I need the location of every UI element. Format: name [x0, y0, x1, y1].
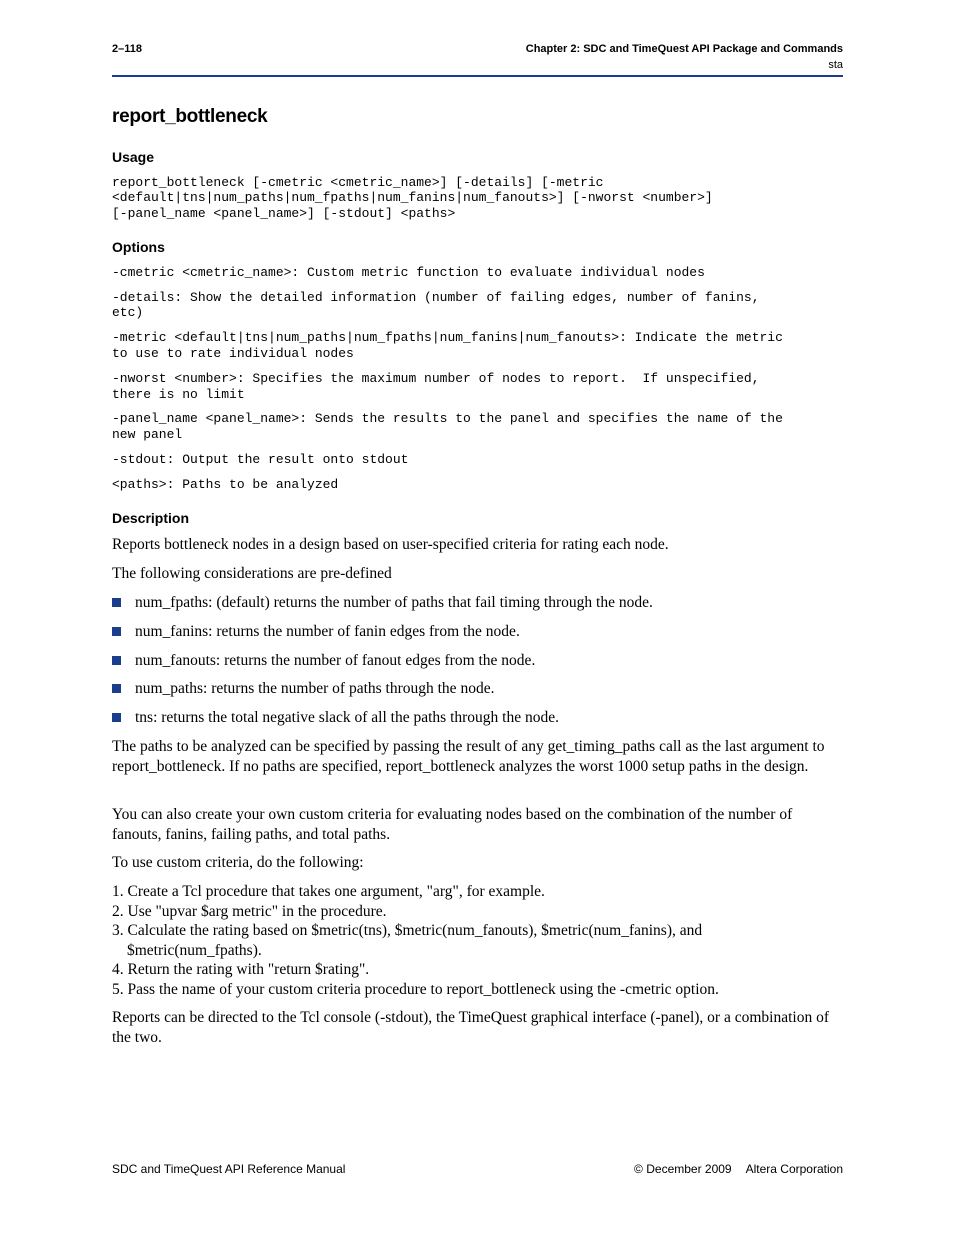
- step-item-continuation: $metric(num_fpaths).: [127, 942, 262, 959]
- option-line: there is no limit: [112, 387, 245, 402]
- bullet-square-icon: [112, 713, 121, 722]
- considerations-text: The following considerations are pre-defined: [112, 565, 392, 582]
- usage-heading: Usage: [112, 149, 155, 165]
- reports-paragraph: Reports can be directed to the Tcl console (-stdout), the TimeQuest graphical interface (-panel), or a combination of the two.: [112, 1009, 829, 1046]
- step-item: 2. Use "upvar $arg metric" in the procedure.: [112, 903, 387, 920]
- bullet-square-icon: [112, 598, 121, 607]
- page-number: 2–118: [112, 43, 142, 55]
- custom-criteria-intro: To use custom criteria, do the following:: [112, 854, 364, 871]
- step-item: 3. Calculate the rating based on $metric(tns), $metric(num_fanouts), $metric(num_fanins), and: [112, 922, 703, 939]
- custom-criteria-paragraph: You can also create your own custom criteria for evaluating nodes based on the combination of the number of fanouts, fanins, failing paths, and total paths.: [112, 806, 793, 843]
- step-item: 5. Pass the name of your custom criteria procedure to report_bottleneck using the -cmetric option.: [112, 981, 719, 998]
- section-label: sta: [828, 59, 843, 71]
- copyright-date: © December 2009: [634, 1162, 732, 1176]
- options-heading: Options: [112, 239, 165, 255]
- option-line: to use to rate individual nodes: [112, 346, 354, 361]
- option-line: -panel_name <panel_name>: Sends the results to the panel and specifies the name of the: [112, 411, 783, 426]
- option-line: -metric <default|tns|num_paths|num_fpaths|num_fanins|num_fanouts>: Indicate the metric: [112, 330, 783, 345]
- option-line: etc): [112, 305, 144, 320]
- header-rule: [112, 75, 843, 77]
- footer-right: [620, 1162, 843, 1176]
- company-name: Altera Corporation: [745, 1162, 843, 1176]
- option-line: new panel: [112, 427, 183, 442]
- manual-title: SDC and TimeQuest API Reference Manual: [112, 1162, 346, 1176]
- option-line: -details: Show the detailed information (number of failing edges, number of fanins,: [112, 290, 760, 305]
- paths-paragraph: The paths to be analyzed can be specified by passing the result of any get_timing_paths call as the last argument to report_bottleneck. If no paths are specified, report_bottleneck analyzes the worst 1000 setup paths in the design.: [112, 738, 825, 775]
- option-line: -nworst <number>: Specifies the maximum number of nodes to report. If unspecified,: [112, 371, 760, 386]
- usage-line: <default|tns|num_paths|num_fpaths|num_fanins|num_fanouts>] [-nworst <number>]: [112, 190, 713, 205]
- bullet-square-icon: [112, 656, 121, 665]
- option-line: -cmetric <cmetric_name>: Custom metric function to evaluate individual nodes: [112, 265, 705, 280]
- option-line: -stdout: Output the result onto stdout: [112, 452, 409, 467]
- usage-line: [-panel_name <panel_name>] [-stdout] <paths>: [112, 206, 456, 221]
- bullet-square-icon: [112, 627, 121, 636]
- chapter-title: Chapter 2: SDC and TimeQuest API Package and Commands: [525, 43, 843, 55]
- bullet-square-icon: [112, 684, 121, 693]
- step-item: 4. Return the rating with "return $rating".: [112, 961, 370, 978]
- description-heading: Description: [112, 510, 190, 526]
- step-item: 1. Create a Tcl procedure that takes one argument, "arg", for example.: [112, 883, 545, 900]
- option-line: <paths>: Paths to be analyzed: [112, 477, 339, 492]
- usage-line: report_bottleneck [-cmetric <cmetric_name>] [-details] [-metric: [112, 175, 604, 190]
- description-intro: Reports bottleneck nodes in a design based on user-specified criteria for rating each node.: [112, 536, 669, 553]
- page-title: report_bottleneck: [112, 106, 268, 127]
